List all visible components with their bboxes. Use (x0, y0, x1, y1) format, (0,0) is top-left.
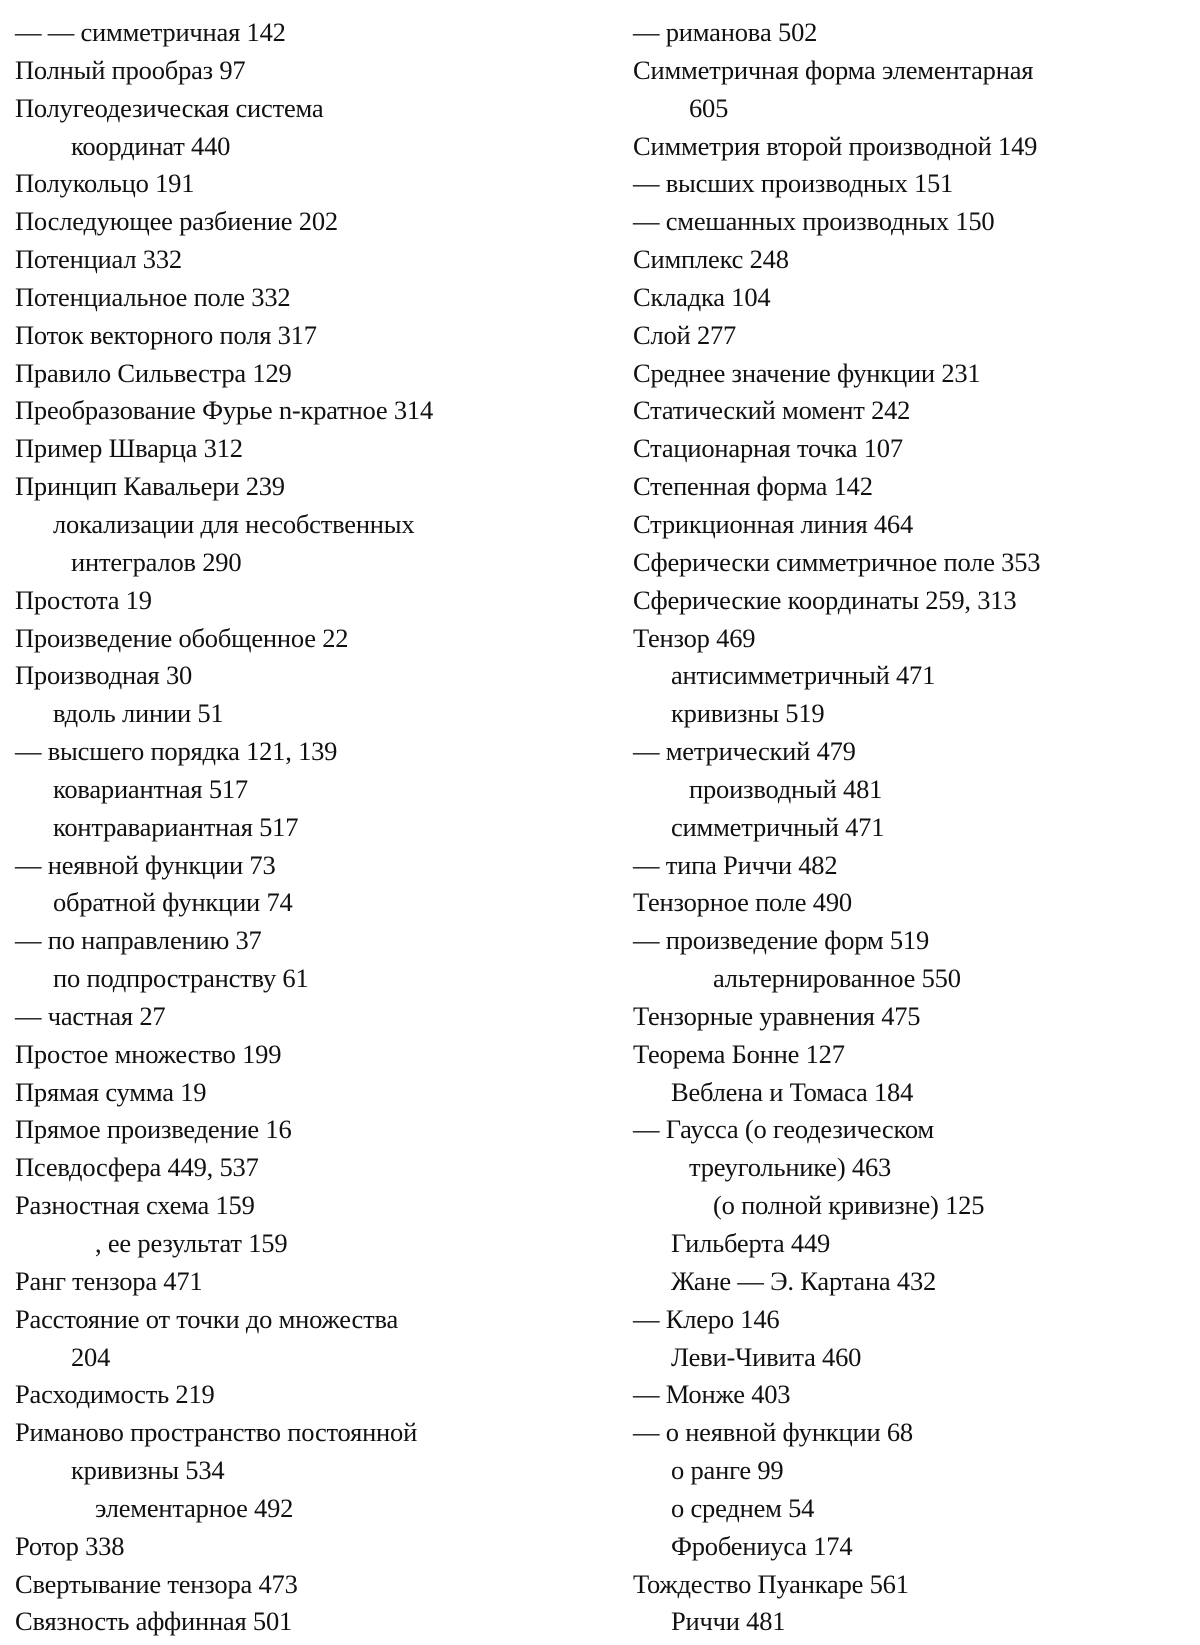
index-entry: Ротор 338 (15, 1530, 125, 1561)
index-entry: Статический момент 242 (633, 395, 911, 426)
index-entry: Жане — Э. Картана 432 (671, 1265, 937, 1296)
index-entry: элементарное 492 (95, 1492, 294, 1523)
index-entry: — о неявной функции 68 (633, 1417, 913, 1448)
index-entry: Гильберта 449 (671, 1228, 831, 1258)
index-entry: Риманово пространство постоянной (15, 1417, 418, 1448)
index-entry: Сферически симметричное поле 353 (633, 546, 1041, 577)
index-entry: — Монже 403 (633, 1379, 791, 1410)
index-entry: Стационарная точка 107 (633, 433, 903, 464)
index-entry: — высшего порядка 121, 139 (15, 736, 338, 767)
index-entry: Ранг тензора 471 (15, 1265, 203, 1296)
index-entry: — метрический 479 (633, 736, 856, 767)
index-entry: Преобразование Фурье n-кратное 314 (15, 395, 433, 426)
index-entry: симметричный 471 (671, 811, 885, 842)
index-entry: интегралов 290 (71, 546, 242, 577)
index-entry: Правило Сильвестра 129 (15, 357, 292, 388)
index-entry: Расстояние от точки до множества (15, 1303, 398, 1334)
index-entry: о среднем 54 (671, 1492, 815, 1523)
index-entry: 204 (71, 1341, 111, 1372)
index-entry: — Клеро 146 (633, 1303, 780, 1334)
index-entry: координат 440 (71, 130, 231, 161)
index-entry: Произведение обобщенное 22 (15, 622, 349, 653)
index-entry: локализации для несобственных (53, 508, 415, 539)
index-entry: Тождество Пуанкаре 561 (633, 1568, 909, 1599)
index-entry: — смешанных производных 150 (633, 206, 995, 237)
index-entry: Полный прообраз 97 (15, 54, 246, 85)
index-column-right (633, 14, 1193, 1641)
index-entry: Расходимость 219 (15, 1379, 215, 1410)
index-entry: Прямое произведение 16 (15, 1114, 292, 1145)
index-entry: кривизны 519 (671, 698, 825, 729)
index-entry: Разностная схема 159 (15, 1190, 255, 1221)
index-entry: Потенциал 332 (15, 244, 182, 275)
index-entry: Складка 104 (633, 281, 771, 312)
index-entry: — частная 27 (15, 1000, 166, 1031)
index-entry: — — симметричная 142 (15, 17, 286, 47)
index-entry: Прямая сумма 19 (15, 1076, 207, 1107)
index-entry: Риччи 481 (671, 1606, 786, 1637)
index-entry: альтернированное 550 (713, 963, 961, 994)
index-entry: контравариантная 517 (53, 811, 299, 842)
index-entry: Тензор 469 (633, 622, 756, 653)
index-entry: Пример Шварца 312 (15, 433, 243, 464)
index-entry: Поток векторного поля 317 (15, 319, 317, 350)
index-entry: Псевдосфера 449, 537 (15, 1152, 259, 1183)
index-entry: Простота 19 (15, 584, 152, 615)
index-column-left (15, 14, 595, 1641)
index-entry: Среднее значение функции 231 (633, 357, 981, 388)
index-entry: Леви-Чивита 460 (671, 1341, 862, 1372)
index-entry: Симплекс 248 (633, 244, 789, 275)
index-entry: Связность аффинная 501 (15, 1606, 293, 1637)
index-entry: Симметрия второй производной 149 (633, 130, 1038, 161)
index-entry: Потенциальное поле 332 (15, 281, 291, 312)
index-entry: Производная 30 (15, 660, 193, 691)
index-entry: кривизны 534 (71, 1455, 225, 1486)
index-entry: ковариантная 517 (53, 773, 248, 804)
index-entry: Последующее разбиение 202 (15, 206, 338, 237)
index-entry: — неявной функции 73 (15, 849, 276, 880)
index-entry: антисимметричный 471 (671, 660, 936, 691)
index-entry: Простое множество 199 (15, 1038, 282, 1069)
index-entry: — произведение форм 519 (633, 925, 930, 956)
index-entry: Симметричная форма элементарная (633, 54, 1034, 85)
index-entry: — типа Риччи 482 (633, 849, 838, 880)
index-entry: вдоль линии 51 (53, 698, 224, 729)
index-entry: Свертывание тензора 473 (15, 1568, 298, 1599)
index-entry: , ее результат 159 (95, 1228, 288, 1258)
index-entry: — римановa 502 (633, 17, 818, 47)
index-entry: Фробениуса 174 (671, 1530, 853, 1561)
index-entry: — высших производных 151 (633, 168, 954, 199)
index-entry: Слой 277 (633, 319, 737, 350)
index-entry: о ранге 99 (671, 1455, 784, 1486)
index-entry: (о полной кривизне) 125 (713, 1190, 985, 1221)
index-entry: Степенная форма 142 (633, 471, 873, 502)
index-entry: треугольнике) 463 (689, 1152, 892, 1183)
index-entry: 605 (689, 92, 729, 123)
index-entry: Стрикционная линия 464 (633, 508, 914, 539)
index-entry: Теорема Бонне 127 (633, 1038, 845, 1069)
index-entry: — по направлению 37 (15, 925, 262, 956)
index-entry: Сферические координаты 259, 313 (633, 584, 1017, 615)
index-entry: по подпространству 61 (53, 963, 309, 994)
index-entry: производный 481 (689, 773, 883, 804)
index-entry: Тензорное поле 490 (633, 887, 852, 918)
index-entry: Полукольцо 191 (15, 168, 195, 199)
index-entry: обратной функции 74 (53, 887, 293, 918)
index-entry: — Гаусса (о геодезическом (633, 1114, 934, 1145)
index-entry: Тензорные уравнения 475 (633, 1000, 921, 1031)
index-entry: Веблена и Томаса 184 (671, 1076, 914, 1107)
index-entry: Полугеодезическая система (15, 92, 324, 123)
index-entry: Принцип Кавальери 239 (15, 471, 285, 502)
